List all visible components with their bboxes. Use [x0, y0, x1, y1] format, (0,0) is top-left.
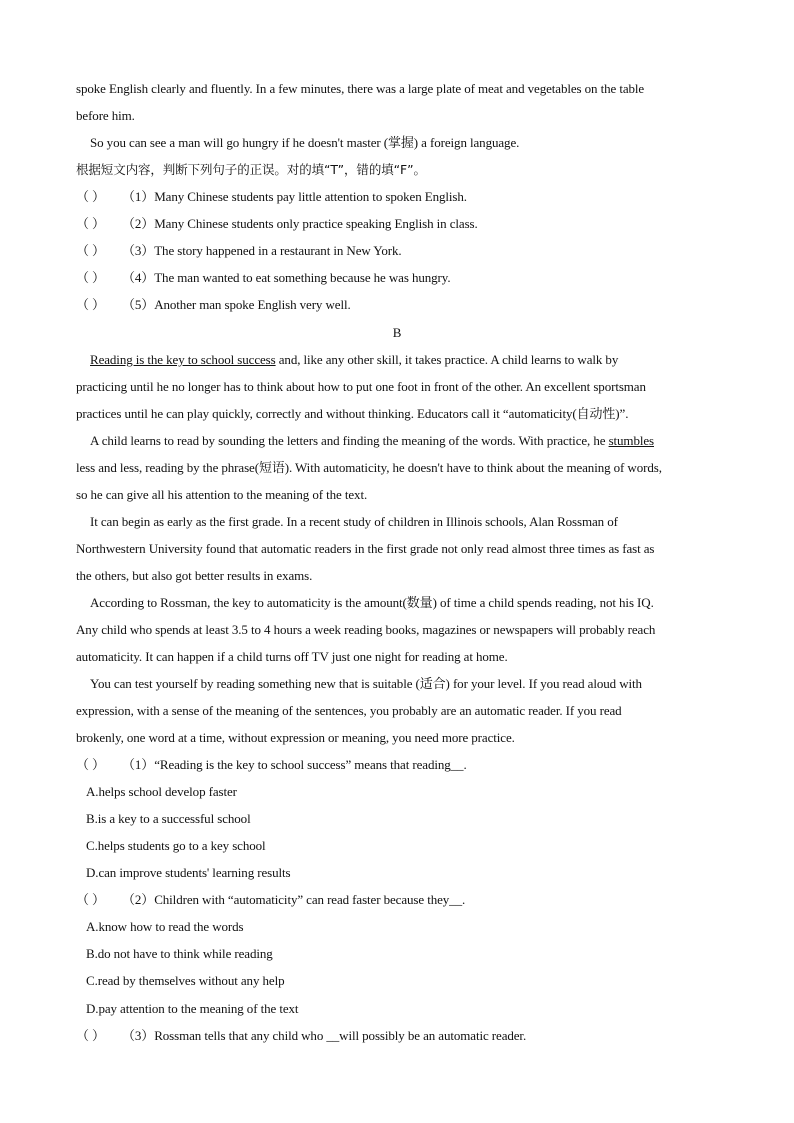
- passage-b-paragraph-3: It can begin as early as the first grade. In a recent study of children in Illinois schools, Alan Rossman of: [90, 514, 618, 529]
- option-c: C.helps students go to a key school: [86, 838, 266, 853]
- passage-a-line: spoke English clearly and fluently. In a few minutes, there was a large plate of meat and vegetables on the table: [76, 81, 645, 96]
- question-text: （5）Another man spoke English very well.: [122, 297, 351, 312]
- question-text: （1）Many Chinese students pay little attention to spoken English.: [122, 189, 467, 204]
- option-a: A.helps school develop faster: [86, 784, 237, 799]
- task-a-instruction: 根据短文内容，判断下列句子的正误。对的填“T”，错的填“F”。: [76, 162, 426, 177]
- question-text: （3）Rossman tells that any child who __will possibly be an automatic reader.: [122, 1028, 527, 1043]
- tf-question-4: [76, 269, 726, 287]
- underlined-phrase: Reading is the key to school success: [90, 352, 276, 367]
- passage-b-paragraph-2: A child learns to read by sounding the letters and finding the meaning of the words. With practice, he stumbles: [90, 433, 654, 448]
- passage-b-line: expression, with a sense of the meaning of the sentences, you probably are an automatic reader. If you read: [76, 703, 622, 718]
- answer-blank[interactable]: （ ）: [76, 243, 105, 258]
- option-b: B.is a key to a successful school: [86, 811, 251, 826]
- passage-b-line: practices until he can play quickly, correctly and without thinking. Educators call it “automaticity(自动性)”.: [76, 406, 629, 421]
- passage-b-line: Any child who spends at least 3.5 to 4 hours a week reading books, magazines or newspapers will probably reach: [76, 622, 656, 637]
- option-d: D.pay attention to the meaning of the text: [86, 1001, 299, 1016]
- tf-question-1: [76, 188, 726, 206]
- passage-a-line: before him.: [76, 108, 135, 123]
- underlined-word: stumbles: [608, 433, 654, 448]
- passage-b-paragraph-5: You can test yourself by reading something new that is suitable (适合) for your level. If you read aloud with: [90, 676, 642, 691]
- option-d: D.can improve students' learning results: [86, 865, 291, 880]
- passage-b-line: automaticity. It can happen if a child turns off TV just one night for reading at home.: [76, 649, 508, 664]
- question-text: （2）Many Chinese students only practice speaking English in class.: [122, 216, 478, 231]
- option-c: C.read by themselves without any help: [86, 973, 285, 988]
- answer-blank[interactable]: （ ）: [76, 892, 105, 907]
- option-a: A.know how to read the words: [86, 919, 244, 934]
- question-text: （1）“Reading is the key to school success” means that reading__.: [122, 757, 467, 772]
- passage-b-line: so he can give all his attention to the meaning of the text.: [76, 487, 368, 502]
- passage-b-heading: B: [392, 325, 402, 340]
- answer-blank[interactable]: （ ）: [76, 1028, 105, 1043]
- question-text: （2）Children with “automaticity” can read faster because they__.: [122, 892, 466, 907]
- tf-question-5: [76, 296, 726, 314]
- passage-a-conclusion: So you can see a man will go hungry if he doesn't master (掌握) a foreign language.: [90, 135, 520, 150]
- question-text: （4）The man wanted to eat something because he was hungry.: [122, 270, 451, 285]
- answer-blank[interactable]: （ ）: [76, 189, 105, 204]
- option-b: B.do not have to think while reading: [86, 946, 273, 961]
- passage-b-paragraph-1: Reading is the key to school success and, like any other skill, it takes practice. A child learns to walk by: [90, 352, 619, 367]
- answer-blank[interactable]: （ ）: [76, 270, 105, 285]
- passage-b-line: brokenly, one word at a time, without expression or meaning, you need more practice.: [76, 730, 515, 745]
- answer-blank[interactable]: （ ）: [76, 216, 105, 231]
- tf-question-3: [76, 242, 726, 260]
- question-text: （3）The story happened in a restaurant in New York.: [122, 243, 402, 258]
- mc-question-3: [76, 1027, 726, 1045]
- answer-blank[interactable]: （ ）: [76, 297, 105, 312]
- passage-b-line: practicing until he no longer has to think about how to put one foot in front of the other. An excellent sportsman: [76, 379, 646, 394]
- passage-b-paragraph-4: According to Rossman, the key to automaticity is the amount(数量) of time a child spends reading, not his IQ.: [90, 595, 654, 610]
- passage-b-line: the others, but also got better results in exams.: [76, 568, 313, 583]
- passage-b-line: Northwestern University found that automatic readers in the first grade not only read almost three times as fast as: [76, 541, 655, 556]
- mc-question-1: [76, 756, 726, 774]
- answer-blank[interactable]: （ ）: [76, 757, 105, 772]
- mc-question-2: [76, 891, 726, 909]
- passage-b-line: less and less, reading by the phrase(短语). With automaticity, he doesn't have to think about the meaning of words,: [76, 460, 662, 475]
- tf-question-2: [76, 215, 726, 233]
